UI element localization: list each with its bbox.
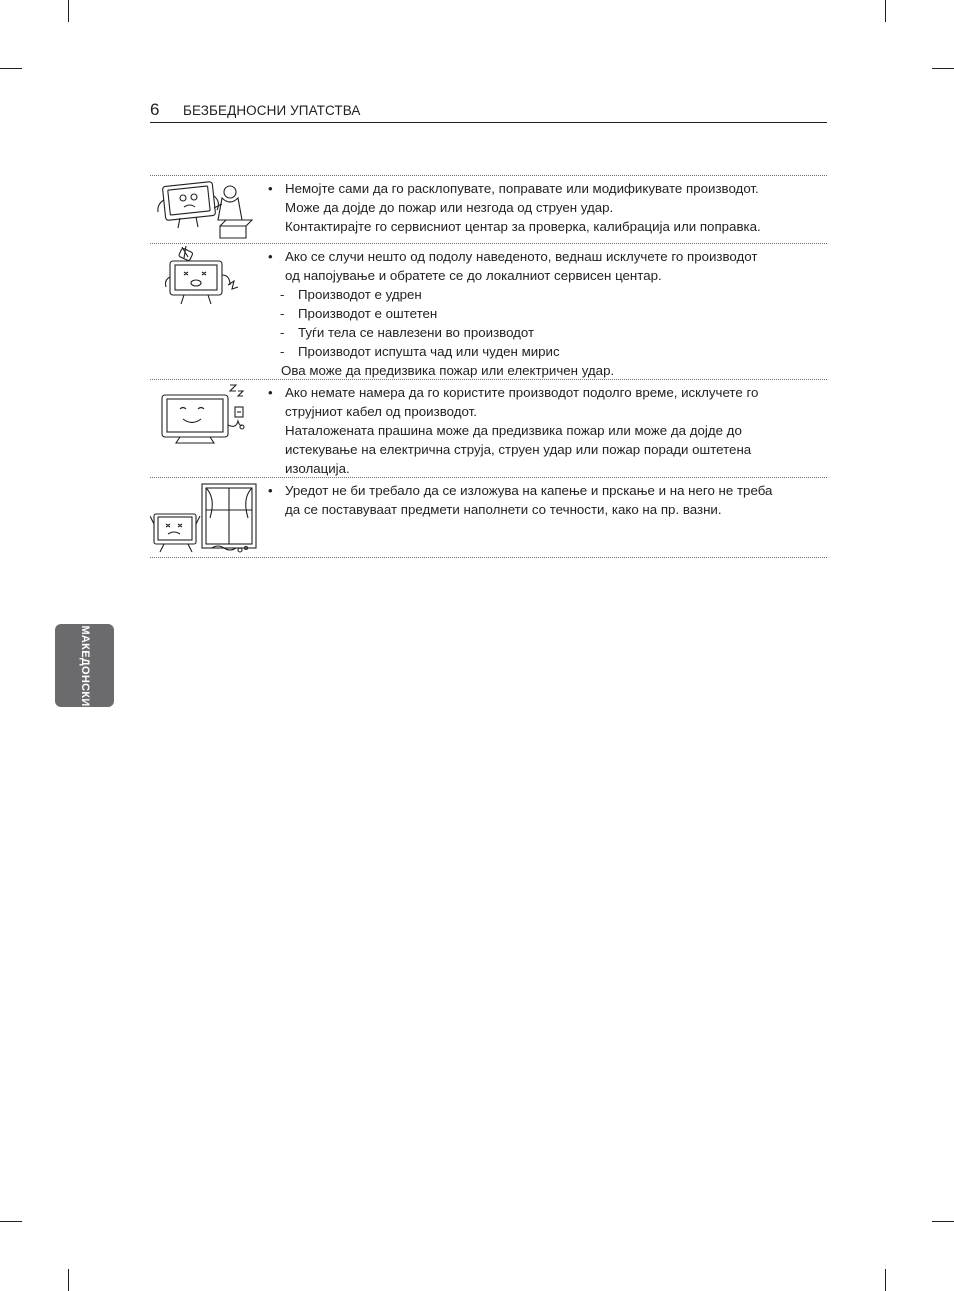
instruction-row (150, 175, 827, 243)
bullet-item: • Ако се случи нешто од подолу наведеното, веднаш исклучете го производот (268, 249, 758, 264)
tv-damaged-icon (150, 245, 260, 309)
text-line: истекување на електрична струја, струен удар или пожар поради оштетена (285, 442, 752, 457)
dash-item: - Производот е удрен (280, 287, 422, 302)
text-line: Контактирајте го сервисниот центар за проверка, калибрација или поправка. (285, 219, 761, 234)
tv-repair-person-icon (150, 178, 260, 242)
bullet-item: • Немојте сами да го расклопувате, поправате или модификувате производот. (268, 181, 759, 196)
crop-mark (885, 1269, 886, 1291)
text-line: Може да дојде до пожар или незгода од струен удар. (285, 200, 614, 215)
safety-instructions-table (150, 175, 827, 558)
page-number: 6 (150, 100, 160, 119)
crop-mark (932, 1221, 954, 1222)
language-tab (55, 624, 114, 707)
dash-item: - Туѓи тела се навлезени во производот (280, 325, 535, 340)
bullet-item: • Уредот не би требало да се изложува на капење и прскање и на него не треба (268, 483, 773, 498)
tv-unplugged-sleeping-icon (150, 381, 260, 447)
crop-mark (885, 0, 886, 22)
dash-item: - Производот е оштетен (280, 306, 438, 321)
page-header (150, 100, 827, 123)
crop-mark (932, 68, 954, 69)
crop-mark (68, 0, 69, 22)
text-line: Наталожената прашина може да предизвика пожар или може да дојде до (285, 423, 742, 438)
instruction-row (150, 477, 827, 558)
bullet-item: • Ако немате намера да го користите производот подолго време, исклучете го (268, 385, 759, 400)
note-line: Ова може да предизвика пожар или електричен удар. (281, 363, 615, 378)
language-tab-label: МАКЕДОНСКИ (78, 624, 91, 707)
instruction-row (150, 243, 827, 379)
text-line: да се поставуваат предмети наполнети со течности, како на пр. вазни. (285, 502, 722, 517)
text-line: од напојување и обратете се до локалниот сервисен центар. (285, 268, 662, 283)
crop-mark (0, 1221, 22, 1222)
text-line: струјниот кабел од производот. (285, 404, 477, 419)
tv-water-window-icon (150, 480, 260, 556)
instruction-row (150, 379, 827, 477)
section-title: БЕЗБЕДНОСНИ УПАТСТВА (183, 103, 361, 118)
crop-mark (0, 68, 22, 69)
dash-item: - Производот испушта чад или чуден мирис (280, 344, 560, 359)
text-line: изолација. (285, 461, 350, 476)
crop-mark (68, 1269, 69, 1291)
